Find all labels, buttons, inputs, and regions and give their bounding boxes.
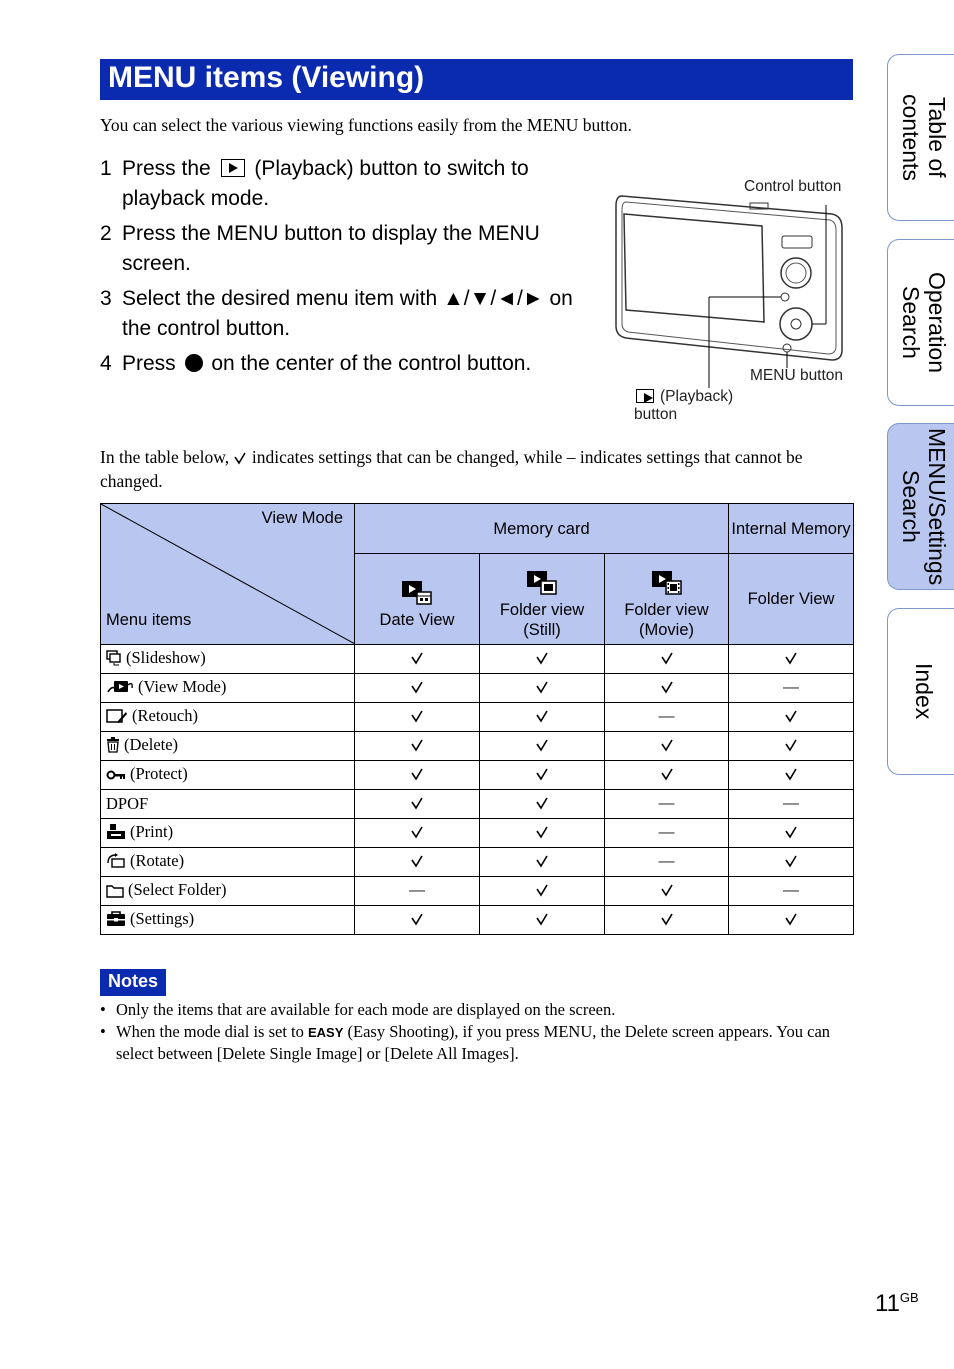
dash-mark: — <box>355 877 480 906</box>
step-text: Press <box>122 352 176 375</box>
menu-item-label: (Retouch) <box>132 705 198 725</box>
menu-item-label: (Settings) <box>130 908 195 928</box>
check-icon <box>355 703 480 732</box>
toolbox-icon <box>106 911 126 932</box>
dash-mark: — <box>605 819 729 848</box>
note-item <box>100 999 855 1021</box>
intro-text-part: In the table below, <box>100 447 230 467</box>
playback-label-text: button <box>634 406 678 423</box>
protect-key-icon <box>106 767 126 787</box>
dash-mark: — <box>729 790 854 819</box>
folder-view-still-header <box>480 554 605 645</box>
dash-mark: — <box>729 674 854 703</box>
playback-label-text: (Playback) <box>660 388 734 405</box>
slideshow-icon <box>106 650 122 671</box>
step-text: on the center of the control button. <box>211 352 532 375</box>
notes-heading: Notes <box>100 969 166 996</box>
note-text: Only the items that are available for each mode are displayed on the screen. <box>116 1000 616 1019</box>
check-icon <box>729 906 854 935</box>
dash-mark: — <box>605 848 729 877</box>
menu-item-label: (Print) <box>130 821 174 841</box>
check-icon <box>605 732 729 761</box>
memory-card-header: Memory card <box>355 504 729 554</box>
folder-icon <box>106 883 124 903</box>
check-icon <box>355 732 480 761</box>
page-title: MENU items (Viewing) <box>100 59 853 100</box>
menu-item-label: (Slideshow) <box>126 647 206 667</box>
intro-text-part: indicates settings that can be changed, while – indicates settings that cannot be changed. <box>100 447 803 491</box>
check-icon <box>480 703 605 732</box>
check-icon <box>355 906 480 935</box>
step-number: 1 <box>100 157 112 180</box>
step-4 <box>100 349 600 379</box>
check-icon <box>480 906 605 935</box>
check-icon <box>480 761 605 790</box>
table-row <box>101 906 854 935</box>
tab-label: Operation Search <box>898 271 950 373</box>
step-2 <box>100 219 600 279</box>
menu-item-cell <box>101 906 355 935</box>
menu-item-label: DPOF <box>106 794 149 813</box>
check-icon <box>480 645 605 674</box>
date-view-icon <box>401 580 433 606</box>
print-icon <box>106 824 126 845</box>
check-icon <box>729 848 854 877</box>
check-icon <box>480 819 605 848</box>
retouch-icon <box>106 708 128 729</box>
table-row <box>101 790 854 819</box>
intro-text: You can select the various viewing functions easily from the MENU button. <box>100 115 632 135</box>
rotate-icon <box>106 853 126 874</box>
menu-item-cell <box>101 790 355 819</box>
check-icon <box>729 732 854 761</box>
check-icon <box>233 451 247 465</box>
menu-item-cell <box>101 674 355 703</box>
note-item <box>100 1021 855 1065</box>
check-icon <box>729 645 854 674</box>
menu-item-label: (View Mode) <box>138 676 227 696</box>
column-label: Folder view (Still) <box>499 601 585 640</box>
menu-item-cell <box>101 848 355 877</box>
check-icon <box>355 790 480 819</box>
menu-item-cell <box>101 761 355 790</box>
page-number-value: 11 <box>875 1290 900 1317</box>
notes-list <box>100 999 855 1065</box>
folder-view-internal-header <box>729 554 854 645</box>
tab-table-of-contents[interactable] <box>887 54 954 221</box>
table-row <box>101 848 854 877</box>
playback-icon <box>636 389 654 403</box>
check-icon <box>480 674 605 703</box>
check-icon <box>605 877 729 906</box>
check-icon <box>355 761 480 790</box>
column-label: Folder view (Movie) <box>624 601 709 640</box>
menu-item-cell <box>101 732 355 761</box>
page-number-suffix: GB <box>899 1290 919 1305</box>
internal-memory-header: Internal Memory <box>729 504 854 554</box>
table-row <box>101 703 854 732</box>
step-number: 3 <box>100 287 112 310</box>
check-icon <box>355 819 480 848</box>
tab-operation-search[interactable] <box>887 239 954 406</box>
menu-item-label: (Delete) <box>124 734 179 754</box>
check-icon <box>605 674 729 703</box>
easy-mode-icon: EASY <box>308 1024 344 1040</box>
menu-item-cell <box>101 877 355 906</box>
date-view-header <box>355 554 480 645</box>
dash-mark: — <box>605 790 729 819</box>
table-body <box>101 645 854 935</box>
step-number: 4 <box>100 352 112 375</box>
check-icon <box>480 732 605 761</box>
check-icon <box>729 819 854 848</box>
check-icon <box>355 674 480 703</box>
check-icon <box>355 645 480 674</box>
check-icon <box>605 761 729 790</box>
check-icon <box>729 703 854 732</box>
camera-diagram <box>600 170 860 430</box>
view-mode-icon <box>106 679 134 700</box>
tab-menu-settings-search[interactable] <box>887 423 954 590</box>
menu-item-cell <box>101 645 355 674</box>
step-text: Press the <box>122 157 211 180</box>
step-text: (Playback) button to switch to playback mode. <box>122 157 529 210</box>
delete-icon <box>106 737 120 758</box>
view-mode-header: View Mode <box>261 509 343 527</box>
check-icon <box>480 877 605 906</box>
menu-item-label: (Select Folder) <box>128 879 227 899</box>
note-text: When the mode dial is set to <box>116 1021 304 1041</box>
menu-items-header: Menu items <box>106 611 192 629</box>
dash-mark: — <box>729 877 854 906</box>
note-text: (Easy Shooting), if you press MENU, the Delete screen appears. You can select between [Delete Single Image] or [Delete All Images]. <box>116 1021 831 1063</box>
menu-item-cell <box>101 703 355 732</box>
table-intro <box>100 445 855 493</box>
table-row <box>101 732 854 761</box>
folder-movie-icon <box>651 570 683 596</box>
step-1 <box>100 154 600 214</box>
menu-items-table <box>100 503 854 935</box>
folder-view-movie-header <box>605 554 729 645</box>
table-row <box>101 877 854 906</box>
check-icon <box>605 906 729 935</box>
tab-label: Index <box>911 663 937 720</box>
check-icon <box>729 761 854 790</box>
steps-list <box>100 154 600 384</box>
column-label: Folder View <box>747 590 835 609</box>
check-icon <box>480 848 605 877</box>
menu-item-label: (Rotate) <box>130 850 185 870</box>
tab-index[interactable] <box>887 608 954 775</box>
table-row <box>101 645 854 674</box>
center-button-icon <box>185 354 203 372</box>
step-number: 2 <box>100 222 112 245</box>
table-row <box>101 674 854 703</box>
menu-button-label: MENU button <box>750 367 844 384</box>
tab-label: MENU/Settings Search <box>898 427 950 586</box>
dash-mark: — <box>605 703 729 732</box>
step-text: Select the desired menu item with ▲/▼/◄/► on the control button. <box>122 287 573 340</box>
control-button-label: Control button <box>744 178 842 195</box>
table-row <box>101 819 854 848</box>
tab-label: Table of contents <box>898 94 950 181</box>
step-text: Press the MENU button to display the MENU screen. <box>122 222 540 275</box>
column-label: Date View <box>379 611 455 630</box>
folder-still-icon <box>526 570 558 596</box>
menu-item-cell <box>101 819 355 848</box>
page-number <box>875 1290 919 1318</box>
table-corner-header <box>101 504 355 645</box>
check-icon <box>480 790 605 819</box>
menu-item-label: (Protect) <box>130 763 188 783</box>
step-3 <box>100 284 600 344</box>
check-icon <box>605 645 729 674</box>
playback-button-label <box>634 388 733 424</box>
playback-icon <box>221 159 245 177</box>
table-row <box>101 761 854 790</box>
check-icon <box>355 848 480 877</box>
